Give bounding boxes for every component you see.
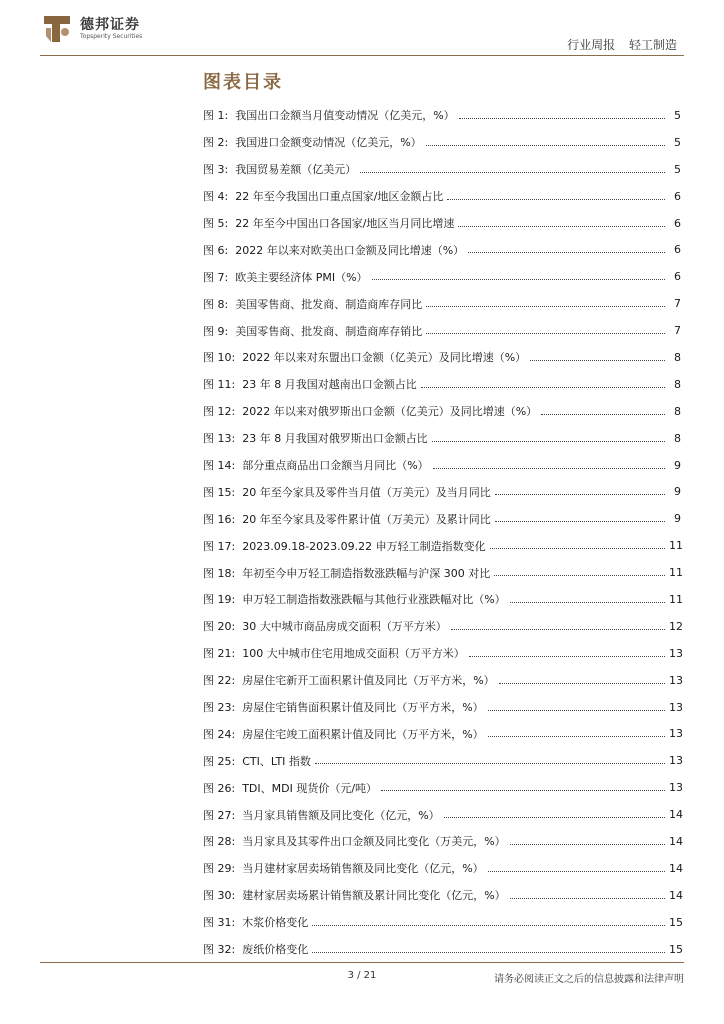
toc-entry-page: 5 <box>674 162 681 176</box>
toc-entry[interactable] <box>203 371 681 398</box>
toc-entry-title: 我国进口金额变动情况（亿美元，%） <box>235 136 422 150</box>
toc-entry-leader <box>315 763 665 764</box>
toc-entry-leader <box>432 441 665 442</box>
toc-entry-title: 30 大中城市商品房成交面积（万平方米） <box>242 620 447 634</box>
toc-entry[interactable] <box>203 156 681 183</box>
page-number: 3 / 21 <box>347 970 377 981</box>
toc-entry-page: 5 <box>674 108 681 122</box>
toc-entry-page: 14 <box>669 861 683 875</box>
toc-heading: 图表目录 <box>203 72 283 93</box>
toc-entry-leader <box>494 575 665 576</box>
header-category <box>557 36 677 53</box>
toc-entry-page: 15 <box>669 915 683 929</box>
toc-entry-page: 13 <box>669 700 683 714</box>
toc-entry-label: 图 16: <box>203 512 236 526</box>
toc-entry[interactable] <box>203 909 681 936</box>
toc-entry-title: 房屋住宅竣工面积累计值及同比（万平方米，%） <box>242 727 484 741</box>
toc-entry-leader <box>372 279 665 280</box>
toc-entry[interactable] <box>203 290 681 317</box>
toc-entry-leader <box>444 817 665 818</box>
toc-entry-page: 8 <box>674 404 681 418</box>
toc-entry-page: 9 <box>674 512 681 526</box>
logo-text-cn: 德邦证券 <box>80 17 140 33</box>
logo-mark-icon <box>40 12 74 46</box>
toc-entry-page: 8 <box>674 377 681 391</box>
toc-entry-title: 23 年 8 月我国对越南出口金额占比 <box>242 378 417 392</box>
toc-entry-leader <box>510 898 665 899</box>
toc-entry[interactable] <box>203 317 681 344</box>
toc-entry[interactable] <box>203 210 681 237</box>
toc-entry[interactable] <box>203 828 681 855</box>
toc-entry-label: 图 3: <box>203 163 229 177</box>
toc-entry-title: 当月建材家居卖场销售额及同比变化（亿元，%） <box>242 862 484 876</box>
toc-entry-label: 图 2: <box>203 136 229 150</box>
company-logo <box>40 12 200 46</box>
toc-entry-title: 年初至今申万轻工制造指数涨跌幅与沪深 300 对比 <box>242 566 491 580</box>
toc-entry-title: 我国出口金额当月值变动情况（亿美元，%） <box>235 109 455 123</box>
toc-entry-label: 图 25: <box>203 754 236 768</box>
toc-entry-title: 木浆价格变化 <box>242 916 309 930</box>
toc-entry[interactable] <box>203 720 681 747</box>
toc-entry-label: 图 19: <box>203 593 236 607</box>
toc-list <box>203 102 681 963</box>
toc-entry-page: 5 <box>674 135 681 149</box>
toc-entry-leader <box>469 656 665 657</box>
toc-entry[interactable] <box>203 344 681 371</box>
toc-entry-page: 13 <box>669 781 683 795</box>
toc-entry-title: 申万轻工制造指数涨跌幅与其他行业涨跌幅对比（%） <box>242 593 506 607</box>
toc-entry-title: TDI、MDI 现货价（元/吨） <box>242 781 378 795</box>
toc-entry-leader <box>426 306 665 307</box>
toc-entry-page: 6 <box>674 270 681 284</box>
toc-entry[interactable] <box>203 855 681 882</box>
toc-entry[interactable] <box>203 102 681 129</box>
toc-entry[interactable] <box>203 747 681 774</box>
toc-entry-leader <box>488 736 665 737</box>
toc-entry[interactable] <box>203 667 681 694</box>
toc-entry[interactable] <box>203 263 681 290</box>
toc-entry-label: 图 8: <box>203 297 229 311</box>
toc-entry[interactable] <box>203 801 681 828</box>
toc-entry-title: 美国零售商、批发商、制造商库存同比 <box>235 297 423 311</box>
toc-entry-title: 20 年至今家具及零件当月值（万美元）及当月同比 <box>242 485 491 499</box>
toc-entry-label: 图 32: <box>203 943 236 957</box>
toc-entry[interactable] <box>203 586 681 613</box>
toc-entry-page: 12 <box>669 619 683 633</box>
toc-entry[interactable] <box>203 774 681 801</box>
toc-entry-title: 23 年 8 月我国对俄罗斯出口金额占比 <box>242 432 428 446</box>
toc-entry-label: 图 5: <box>203 217 229 230</box>
toc-entry-label: 图 26: <box>203 781 236 795</box>
toc-entry-leader <box>426 145 665 146</box>
toc-entry-leader <box>421 387 665 388</box>
toc-entry-label: 图 30: <box>203 889 236 903</box>
toc-entry-leader <box>451 629 665 630</box>
report-type: 行业周报 <box>567 38 616 52</box>
toc-entry-label: 图 24: <box>203 727 236 741</box>
toc-entry-title: 房屋住宅销售面积累计值及同比（万平方米，%） <box>242 701 484 715</box>
toc-entry-leader <box>499 683 665 684</box>
toc-entry[interactable] <box>203 478 681 505</box>
toc-entry-page: 15 <box>669 942 683 956</box>
toc-entry-leader <box>458 226 665 227</box>
toc-entry-label: 图 17: <box>203 539 236 553</box>
toc-entry[interactable] <box>203 882 681 909</box>
toc-entry-leader <box>468 252 665 253</box>
toc-entry[interactable] <box>203 452 681 479</box>
toc-entry-label: 图 29: <box>203 862 236 876</box>
toc-entry-page: 6 <box>674 216 681 230</box>
toc-entry-leader <box>459 118 665 119</box>
toc-entry-leader <box>381 790 665 791</box>
footer-divider <box>40 962 684 963</box>
toc-entry-label: 图 11: <box>203 378 236 392</box>
toc-entry[interactable] <box>203 640 681 667</box>
toc-entry[interactable] <box>203 532 681 559</box>
toc-entry-label: 图 31: <box>203 916 236 930</box>
toc-entry-title: 欧美主要经济体 PMI（%） <box>235 270 368 284</box>
toc-entry-title: 100 大中城市住宅用地成交面积（万平方米） <box>242 647 465 661</box>
toc-entry-title: 22 年至今我国出口重点国家/地区金额占比 <box>235 190 444 204</box>
toc-entry-label: 图 27: <box>203 808 236 822</box>
toc-entry-page: 13 <box>669 646 683 660</box>
toc-entry-title: 美国零售商、批发商、制造商库存销比 <box>235 324 423 338</box>
toc-entry-label: 图 23: <box>203 701 236 715</box>
toc-entry-title: 建材家居卖场累计销售额及累计同比变化（亿元，%） <box>242 889 506 903</box>
toc-entry[interactable] <box>203 183 681 210</box>
toc-entry[interactable] <box>203 613 681 640</box>
toc-entry-page: 7 <box>674 297 681 311</box>
toc-entry-title: 部分重点商品出口金额当月同比（%） <box>242 459 429 473</box>
toc-entry-page: 6 <box>674 189 681 203</box>
toc-entry-title: 2022 年以来对东盟出口金额（亿美元）及同比增速（%） <box>242 351 527 365</box>
toc-entry-page: 14 <box>669 888 683 902</box>
toc-entry-leader <box>433 468 665 469</box>
toc-entry[interactable] <box>203 505 681 532</box>
toc-entry-leader <box>510 844 665 845</box>
toc-entry-leader <box>447 199 665 200</box>
toc-entry-label: 图 21: <box>203 647 236 661</box>
toc-entry-page: 9 <box>674 458 681 472</box>
toc-entry-leader <box>488 871 665 872</box>
toc-entry-label: 图 4: <box>203 190 229 204</box>
toc-entry-label: 图 20: <box>203 620 236 634</box>
toc-entry-label: 图 1: <box>203 109 229 123</box>
toc-entry-title: 2023.09.18-2023.09.22 申万轻工制造指数变化 <box>242 539 486 553</box>
toc-entry-leader <box>541 414 665 415</box>
toc-entry-label: 图 15: <box>203 485 236 499</box>
toc-entry-page: 11 <box>669 566 683 580</box>
industry-name: 轻工制造 <box>628 38 677 52</box>
logo-text-en: Topsperity Securities <box>80 33 143 40</box>
toc-entry[interactable] <box>203 936 681 963</box>
toc-entry-leader <box>312 952 665 953</box>
toc-entry-label: 图 7: <box>203 270 229 284</box>
toc-entry-page: 14 <box>669 808 683 822</box>
toc-entry-leader <box>530 360 665 361</box>
toc-entry-title: 2022 年以来对欧美出口金额及同比增速（%） <box>235 243 465 257</box>
page-header <box>0 0 724 58</box>
toc-entry-label: 图 6: <box>203 243 229 257</box>
toc-entry-page: 8 <box>674 350 681 364</box>
toc-entry-leader <box>426 333 665 334</box>
toc-entry-label: 图 10: <box>203 351 236 365</box>
toc-entry-page: 14 <box>669 834 683 848</box>
toc-entry-label: 图 28: <box>203 835 236 849</box>
toc-entry-label: 图 18: <box>203 566 236 580</box>
toc-entry-page: 13 <box>669 727 683 741</box>
toc-entry[interactable] <box>203 236 681 263</box>
toc-entry[interactable] <box>203 398 681 425</box>
toc-entry-title: 20 年至今家具及零件累计值（万美元）及累计同比 <box>242 512 491 526</box>
toc-entry-leader <box>510 602 665 603</box>
toc-entry-page: 6 <box>674 243 681 257</box>
toc-entry-title: CTI、LTI 指数 <box>242 754 311 768</box>
toc-entry-label: 图 13: <box>203 432 236 446</box>
toc-entry-title: 我国贸易差额（亿美元） <box>235 163 357 177</box>
toc-entry-page: 9 <box>674 485 681 499</box>
toc-entry-page: 11 <box>669 592 683 606</box>
toc-entry-page: 8 <box>674 431 681 445</box>
toc-entry-leader <box>495 521 665 522</box>
toc-entry-page: 7 <box>674 324 681 338</box>
toc-entry-leader <box>312 925 665 926</box>
header-divider <box>40 55 684 56</box>
footer-disclaimer: 请务必阅读正文之后的信息披露和法律声明 <box>494 974 684 985</box>
toc-entry-title: 当月家具及其零件出口金额及同比变化（万美元，%） <box>242 835 506 849</box>
toc-entry-title: 房屋住宅新开工面积累计值及同比（万平方米，%） <box>242 674 495 688</box>
toc-entry-title: 当月家具销售额及同比变化（亿元，%） <box>242 808 440 822</box>
toc-entry-title: 22 年至今中国出口各国家/地区当月同比增速 <box>235 217 455 230</box>
toc-entry-label: 图 14: <box>203 459 236 473</box>
toc-entry-leader <box>490 548 665 549</box>
toc-entry-title: 废纸价格变化 <box>242 943 309 957</box>
toc-entry-title: 2022 年以来对俄罗斯出口金额（亿美元）及同比增速（%） <box>242 405 538 419</box>
toc-entry-page: 13 <box>669 673 683 687</box>
toc-entry-label: 图 12: <box>203 405 236 419</box>
toc-entry-leader <box>488 710 665 711</box>
toc-entry[interactable] <box>203 425 681 452</box>
toc-entry-label: 图 9: <box>203 324 229 338</box>
toc-entry-leader <box>360 172 665 173</box>
toc-entry[interactable] <box>203 694 681 721</box>
toc-entry[interactable] <box>203 559 681 586</box>
toc-entry-label: 图 22: <box>203 674 236 688</box>
toc-entry-page: 13 <box>669 754 683 768</box>
toc-entry[interactable] <box>203 129 681 156</box>
toc-entry-page: 11 <box>669 539 683 553</box>
toc-entry-leader <box>495 494 665 495</box>
